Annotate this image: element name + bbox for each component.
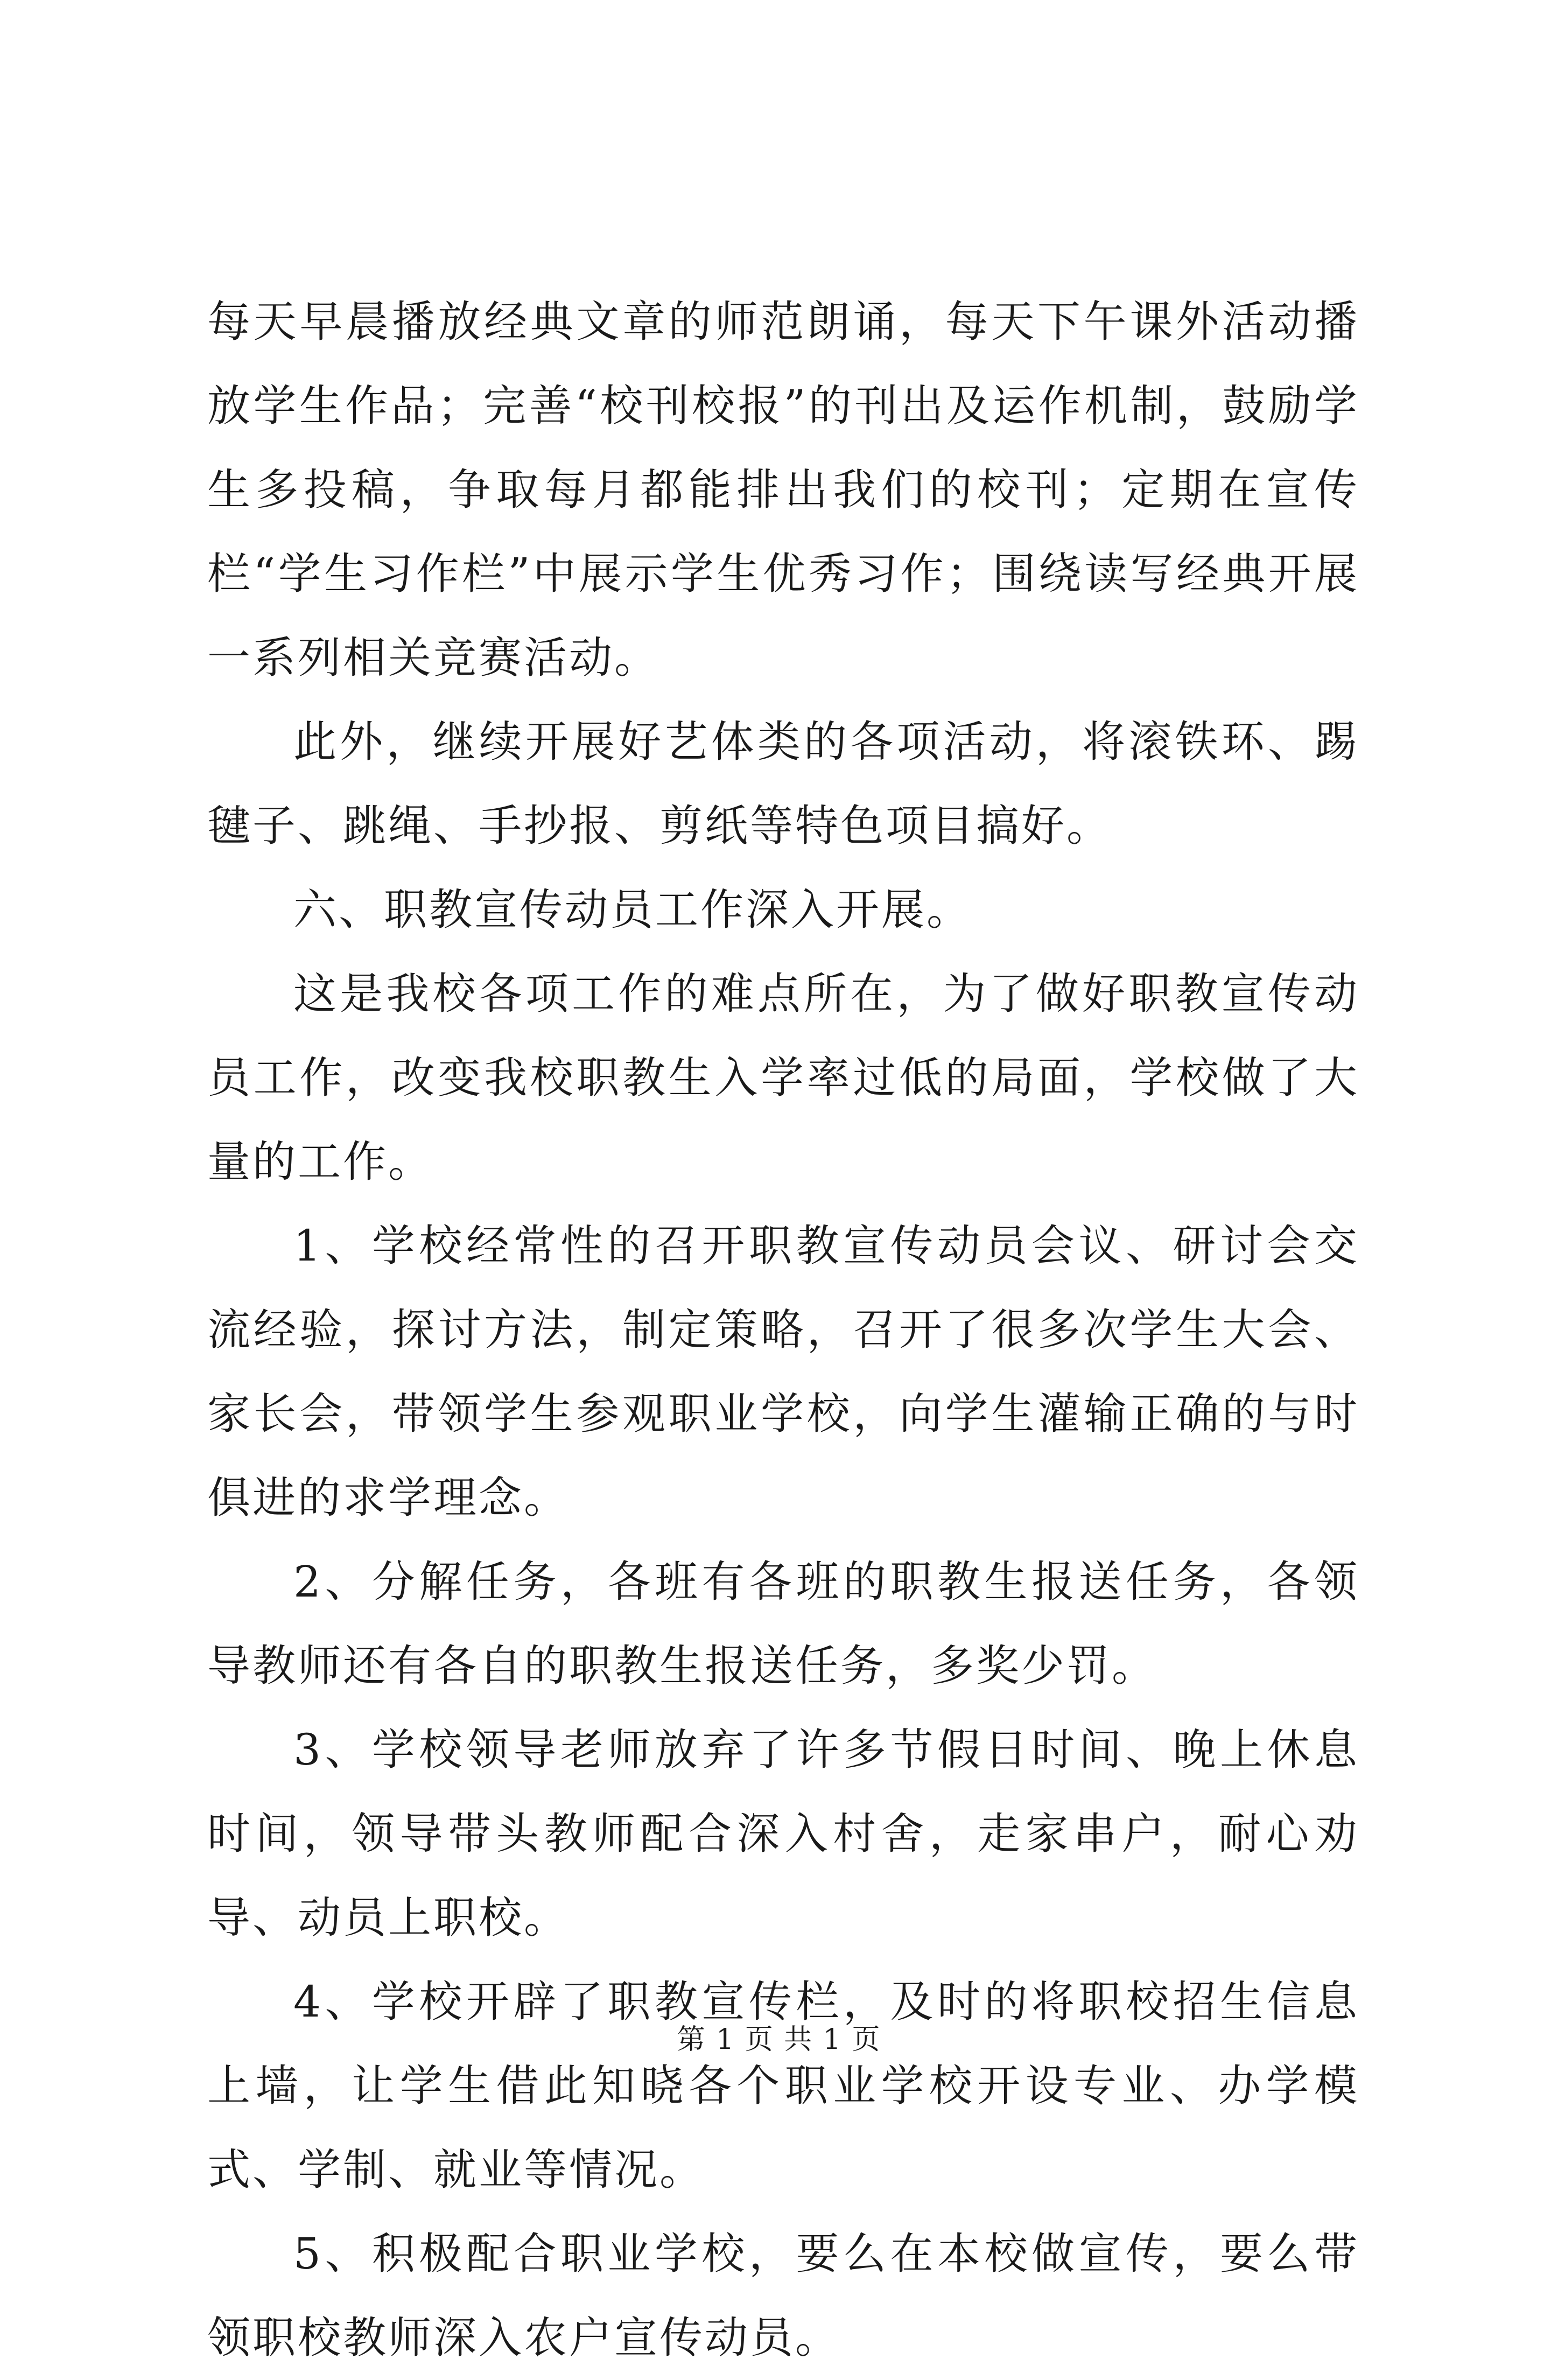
list-item-3: 3、学校领导老师放弃了许多节假日时间、晚上休息时间，领导带头教师配合深入村舍，走家串户，耐心劝导、动员上职校。: [207, 1725, 1359, 1943]
list-item-5: 5、积极配合职业学校，要么在本校做宣传，要么带领职校教师深入农户宣传动员。: [207, 2229, 1359, 2363]
list-item-2: 2、分解任务，各班有各班的职教生报送任务，各领导教师还有各自的职教生报送任务，多奖少罚。: [207, 1557, 1359, 1691]
section-heading-6: 六、职教宣传动员工作深入开展。: [293, 885, 972, 935]
document-body: [207, 280, 1359, 2380]
paragraph-1: 每天早晨播放经典文章的师范朗诵，每天下午课外活动播放学生作品；完善“校刊校报”的刊出及运作机制，鼓励学生多投稿，争取每月都能排出我们的校刊；定期在宣传栏“学生习作栏”中展示学生优秀习作；围绕读写经典开展一系列相关竞赛活动。: [207, 297, 1359, 683]
page-footer: 第 1 页 共 1 页: [677, 2024, 881, 2056]
list-item-1: 1、学校经常性的召开职教宣传动员会议、研讨会交流经验，探讨方法，制定策略，召开了很多次学生大会、家长会，带领学生参观职业学校，向学生灌输正确的与时俱进的求学理念。: [207, 1221, 1359, 1523]
paragraph-2: 此外，继续开展好艺体类的各项活动，将滚铁环、踢毽子、跳绳、手抄报、剪纸等特色项目搞好。: [207, 717, 1359, 851]
list-item-4: 4、学校开辟了职教宣传栏，及时的将职校招生信息上墙，让学生借此知晓各个职业学校开设专业、办学模式、学制、就业等情况。: [207, 1977, 1359, 2195]
paragraph-4: 这是我校各项工作的难点所在，为了做好职教宣传动员工作，改变我校职教生入学率过低的局面，学校做了大量的工作。: [207, 969, 1359, 1187]
